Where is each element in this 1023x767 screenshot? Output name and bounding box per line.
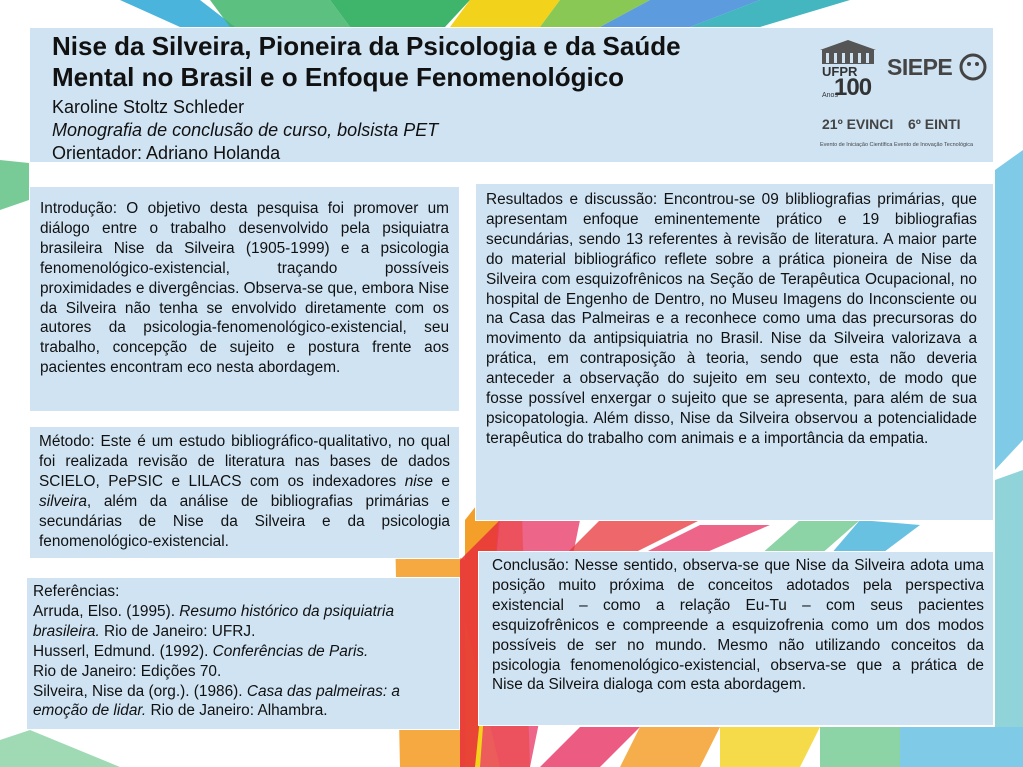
ref2-author: Husserl, Edmund. (1992). <box>33 642 213 660</box>
evinci-label: 21º EVINCI <box>822 116 894 132</box>
ref2-title: Conferências de Paris. <box>212 642 369 660</box>
subtitle: Monografia de conclusão de curso, bolsista PET <box>52 120 439 140</box>
reference-2 <box>33 642 453 682</box>
ref1-title: Resumo histórico da psiquiatria brasileira. <box>33 602 394 640</box>
ref3-publisher: Rio de Janeiro: Alhambra. <box>146 702 328 720</box>
introducao-panel <box>29 186 460 412</box>
einti-label: 6º EINTI <box>908 116 961 132</box>
metodo-part-1: Método: Este é um estudo bibliográfico-qualitativo, no qual foi realizada revisão de literatura nas bases de dados SCIELO, PePSIC e LILACS com os indexadores <box>39 433 450 490</box>
ref3-title: Casa das palmeiras: a emoção de lidar. <box>33 682 400 720</box>
conclusao-panel <box>478 551 994 726</box>
reference-1 <box>33 602 453 642</box>
referencias-panel <box>26 577 460 730</box>
metodo-part-2: e <box>432 472 450 490</box>
metodo-term-2: silveira <box>39 492 87 510</box>
title-line-2: Mental no Brasil e o Enfoque Fenomenológico <box>52 62 625 92</box>
einti-caption: Evento de Inovação Tecnológica <box>894 142 974 148</box>
ufpr-100-label: 100 <box>834 74 872 101</box>
ref2-publisher: Rio de Janeiro: Edições 70. <box>33 662 222 680</box>
ufpr-anos-label: Anos <box>822 92 838 99</box>
metodo-term-1: nise <box>404 472 433 490</box>
title-line-1: Nise da Silveira, Pioneira da Psicologia e da Saúde <box>52 31 681 61</box>
conclusao-text: Conclusão: Nesse sentido, observa-se que Nise da Silveira adota uma posição muito próxima de conceitos adotados pela perspectiva existencial – como a relação Eu-Tu – com seus pacientes esquizofrênicos e compreende a esquizofrenia como um dos modos possíveis de ser no mundo. Mesmo não utilizando conceitos da psicologia fenomenológico-existencial, observa-se que a prática de Nise da Silveira dialoga com esta abordagem. <box>492 557 984 694</box>
author-name: Karoline Stoltz Schleder <box>52 97 245 117</box>
siepe-face-icon <box>959 52 987 82</box>
poster-title <box>52 31 822 93</box>
metodo-text <box>39 432 450 551</box>
poster-header <box>29 27 994 163</box>
ref3-author: Silveira, Nise da (org.). (1986). <box>33 682 247 700</box>
introducao-text: Introdução: O objetivo desta pesquisa foi promover um diálogo entre o trabalho desenvolvido pela psiquiatra brasileira Nise da Silveira (1905-1999) e a psicologia fenomenológico-existencial, traçando possíveis proximidades e divergências. Observa-se que, embora Nise da Silveira não tenha se envolvido diretamente com os autores da psicologia-fenomenológico-existencial, seu trabalho, concepção de sujeito e postura frente aos pacientes encontram eco nesta abordagem. <box>40 200 449 377</box>
ufpr-logo <box>820 40 880 102</box>
resultados-panel <box>475 183 994 521</box>
evinci-einti-logos <box>820 114 990 154</box>
advisor: Orientador: Adriano Holanda <box>52 143 281 163</box>
ufpr-label: UFPR <box>822 64 858 79</box>
ref1-author: Arruda, Elso. (1995). <box>33 602 180 620</box>
logo-captions <box>820 142 973 148</box>
reference-3 <box>33 682 453 722</box>
metodo-panel <box>29 426 460 559</box>
siepe-label: SIEPE <box>887 54 953 80</box>
evinci-caption: Evento de Iniciação Científica <box>820 142 893 148</box>
resultados-text: Resultados e discussão: Encontrou-se 09 blibliografias primárias, que apresentam enfoque eminentemente prático e 19 bibliografias secundárias, sendo 13 referentes à revisão de literatura. A maior parte do material bibliográfico reflete sobre a prática pioneira de Nise da Silveira com esquizofrênicos na Seção de Terapêutica Ocupacional, no hospital de Engenho de Dentro, no Museu Imagens do Inconsciente ou na Casa das Palmeiras e a reconhece como uma das precursoras do movimento da antipsiquiatria no Brasil. Nise da Silveira valorizava a prática, em contraposição à teoria, sendo que esta não deveria anteceder a observação do sujeito em seu contexto, de modo que fosse possível enxergar o sujeito que se apresenta, para além de sua psicopatologia. Além disso, Nise da Silveira observou a potencialidade terapêutica do trabalho com animais e a importância da empatia. <box>486 191 977 447</box>
ref1-publisher: Rio de Janeiro: UFRJ. <box>99 622 256 640</box>
siepe-logo <box>887 50 987 90</box>
metodo-part-3: , além da análise de bibliografias primárias e secundárias de Nise da Silveira e da psicologia fenomenológico-existencial. <box>39 492 450 550</box>
referencias-heading: Referências: <box>33 583 120 600</box>
